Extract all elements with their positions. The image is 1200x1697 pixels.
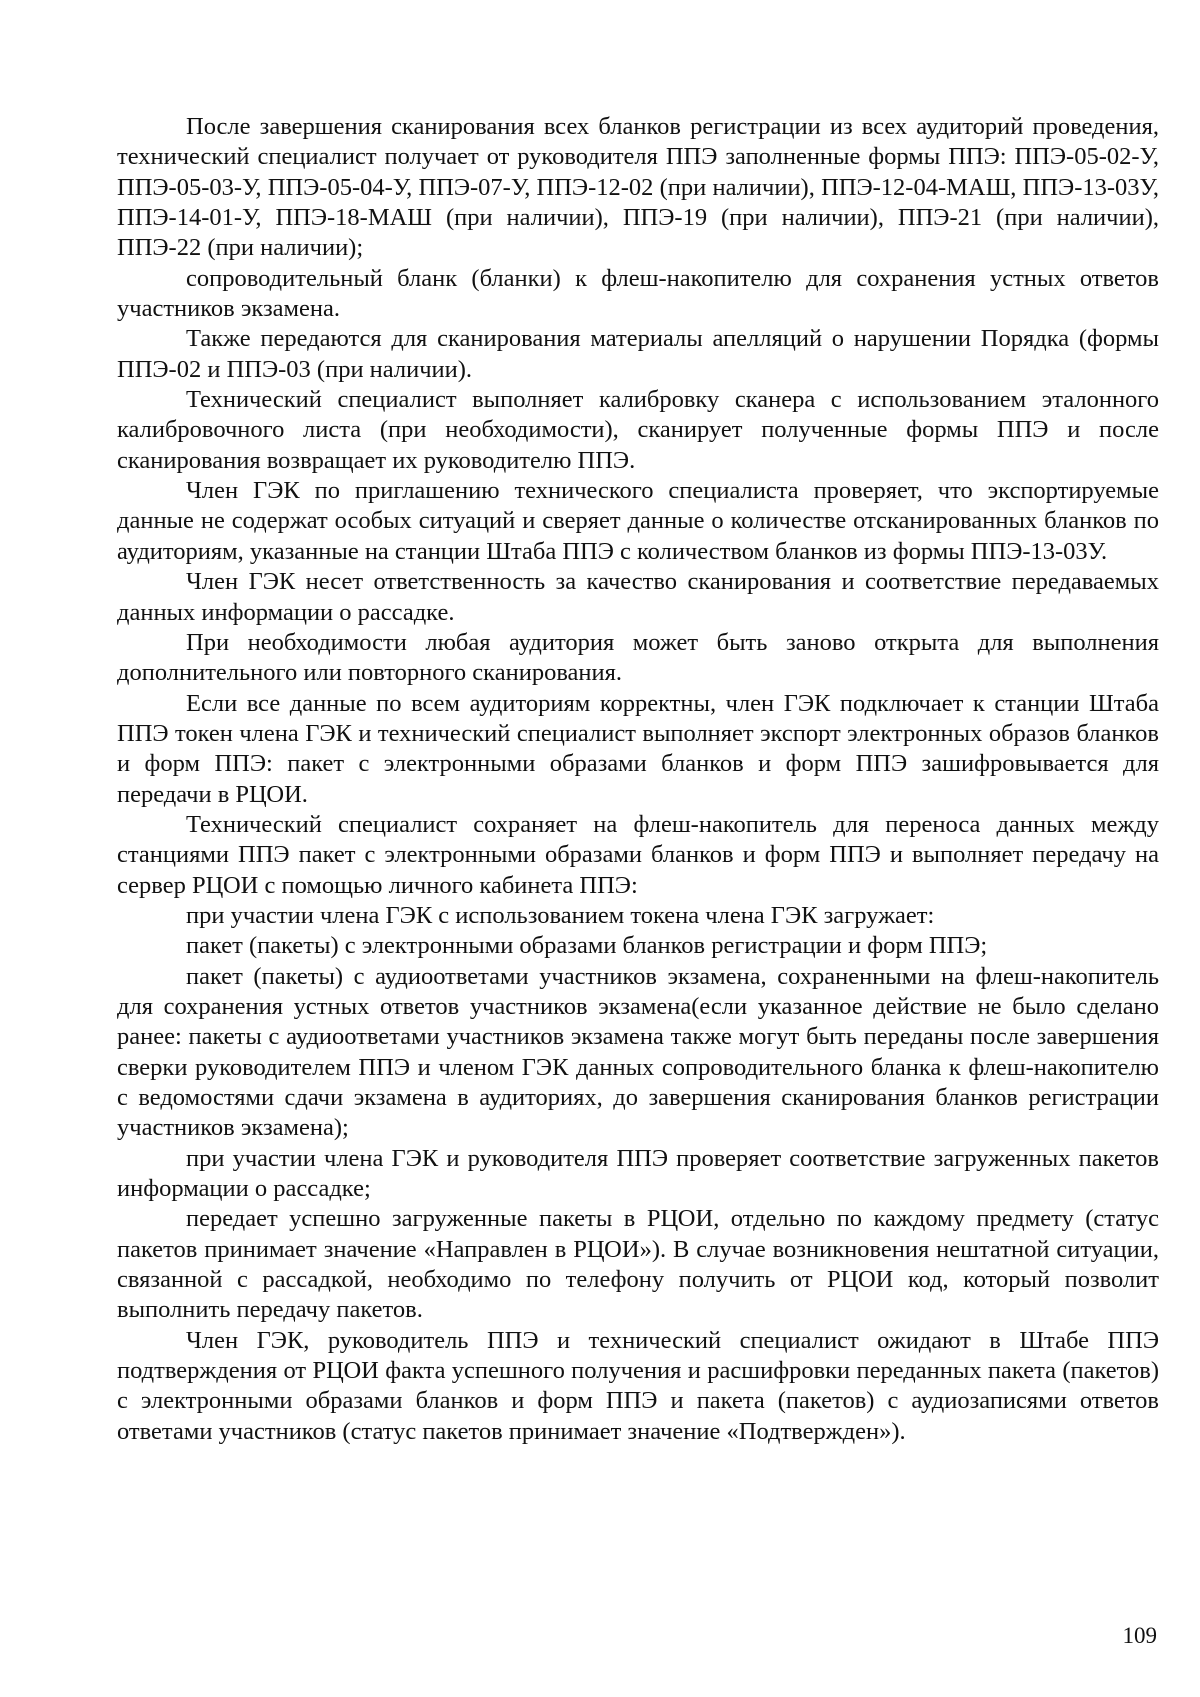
paragraph-reopen-auditorium: При необходимости любая аудитория может быть заново открыта для выполнения дополнительного или повторного сканирования. bbox=[117, 628, 1159, 687]
paragraph-audio-packages: пакет (пакеты) с аудиоответами участников экзамена, сохраненными на флеш-накопитель для сохранения устных ответов участников экзамена(если указанное действие не было сделано ранее: пакеты с аудиоответами участников экзамена также могут быть переданы после завершения сверки руководителем ППЭ и членом ГЭК данных сопроводительного бланка к флеш-накопителю с ведомостями сдачи экзамена в аудиториях, до завершения сканирования бланков регистрации участников экзамена); bbox=[117, 962, 1159, 1142]
paragraph-scanner-calibration: Технический специалист выполняет калибровку сканера с использованием эталонного калибровочного листа (при необходимости), сканирует полученные формы ППЭ и после сканирования возвращает их руководителю ППЭ. bbox=[117, 386, 1159, 474]
page-number: 109 bbox=[1122, 1623, 1157, 1648]
paragraph-await-confirmation: Член ГЭК, руководитель ППЭ и технический специалист ожидают в Штабе ППЭ подтверждения от РЦОИ факта успешного получения и расшифровки переданных пакета (пакетов) с электронными образами бланков и форм ППЭ и пакета (пакетов) с аудиозаписями ответов ответами участников (статус пакетов принимает значение «Подтвержден»). bbox=[117, 1326, 1159, 1445]
paragraph-appeal-materials: Также передаются для сканирования материалы апелляций о нарушении Порядка (формы ППЭ-02 и ППЭ-03 (при наличии). bbox=[117, 325, 1159, 383]
paragraph-gek-responsibility: Член ГЭК несет ответственность за качество сканирования и соответствие передаваемых данных информации о рассадке. bbox=[117, 568, 1159, 626]
paragraph-cover-sheet: сопроводительный бланк (бланки) к флеш-накопителю для сохранения устных ответов участников экзамена. bbox=[117, 264, 1159, 323]
paragraph-send-to-rcoi: передает успешно загруженные пакеты в РЦОИ, отдельно по каждому предмету (статус пакетов принимает значение «Направлен в РЦОИ»). В случае возникновения нештатной ситуации, связанной с рассадкой, необходимо по телефону получить от РЦОИ код, который позволит выполнить передачу пакетов. bbox=[117, 1205, 1159, 1324]
paragraph-save-and-transfer: Технический специалист сохраняет на флеш-накопитель для переноса данных между станциями ППЭ пакет с электронными образами бланков и форм ППЭ и выполняет передачу на сервер РЦОИ с помощью личного кабинета ППЭ: bbox=[117, 810, 1159, 899]
paragraph-token-upload: при участии члена ГЭК с использованием токена члена ГЭК загружает: bbox=[186, 901, 935, 929]
paragraph-scanning-forms: После завершения сканирования всех бланков регистрации из всех аудиторий проведения, технический специалист получает от руководителя ППЭ заполненные формы ППЭ: ППЭ-05-02-У, ППЭ-05-03-У, ППЭ-05-04-У, ППЭ-07-У, ППЭ-12-02 (при наличии), ППЭ-12-04-МАШ, ППЭ-13-03У, ППЭ-14-01-У, ППЭ-18-МАШ (при наличии), ППЭ-19 (при наличии), ППЭ-21 (при наличии), ППЭ-22 (при наличии); bbox=[117, 113, 1159, 262]
paragraph-check-packages: при участии члена ГЭК и руководителя ППЭ проверяет соответствие загруженных пакетов информации о рассадке; bbox=[117, 1144, 1159, 1203]
paragraph-gek-verification: Член ГЭК по приглашению технического специалиста проверяет, что экспортируемые данные не содержат особых ситуаций и сверяет данные о количестве отсканированных бланков по аудиториям, указанные на станции Штаба ППЭ с количеством бланков из формы ППЭ-13-03У. bbox=[117, 477, 1159, 565]
paragraph-export-package: Если все данные по всем аудиториям корректны, член ГЭК подключает к станции Штаба ППЭ токен члена ГЭК и технический специалист выполняет экспорт электронных образов бланков и форм ППЭ: пакет с электронными образами бланков и форм ППЭ зашифровывается для передачи в РЦОИ. bbox=[117, 689, 1159, 808]
paragraph-image-packages: пакет (пакеты) с электронными образами бланков регистрации и форм ППЭ; bbox=[186, 932, 988, 960]
document-body bbox=[117, 112, 1159, 1447]
